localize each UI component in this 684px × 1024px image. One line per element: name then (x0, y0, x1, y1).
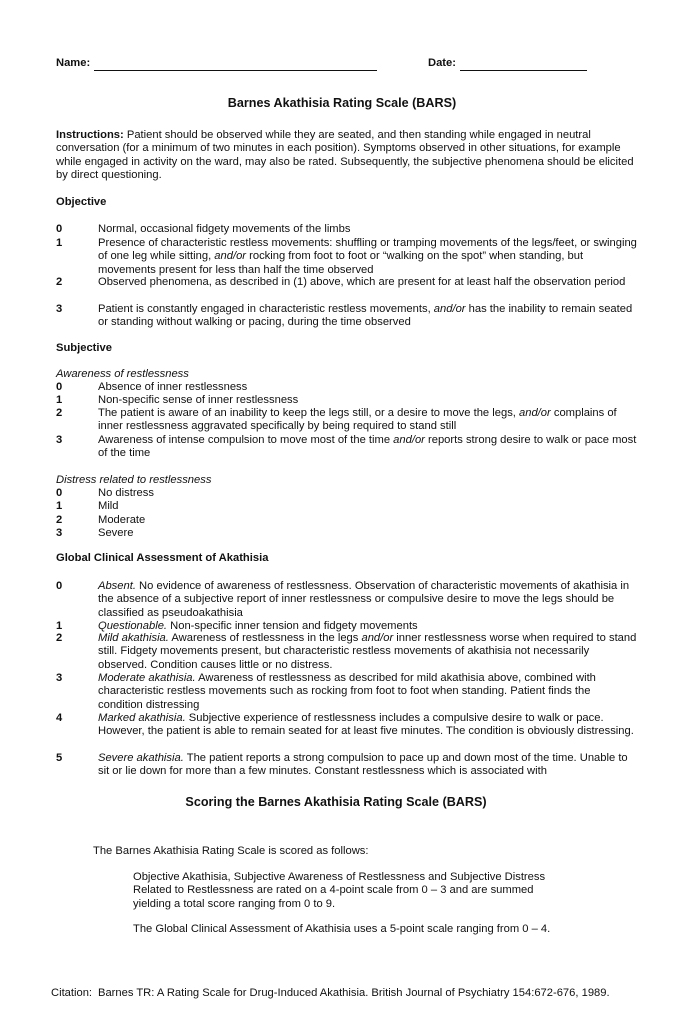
global-score: 5 (56, 752, 63, 764)
page-title: Barnes Akathisia Rating Scale (BARS) (227, 96, 457, 110)
scoring-intro: The Barnes Akathisia Rating Scale is scored as follows: (93, 845, 369, 857)
awareness-label: Awareness of restlessness (56, 368, 189, 380)
objective-text: Presence of characteristic restless movements: shuffling or tramping movements of the legs/feet, or swinging of one leg while sitting, and/or rocking from foot to foot or “walking on the spot” when standing, but movements present for less than half the time observed (98, 237, 637, 276)
global-score: 3 (56, 672, 63, 684)
global-item (56, 752, 636, 779)
awareness-score: 1 (56, 394, 63, 406)
global-text: Mild akathisia. Awareness of restlessness in the legs and/or inner restlessness worse when required to stand still. Fidgety movements present, but characteristic restless movements of akathisia not necessarily observed. Condition causes little or no distress. (98, 632, 637, 671)
global-text: Moderate akathisia. Awareness of restlessness as described for mild akathisia above, combined with characteristic restless movements such as rocking from foot to foot when standing. Patient finds the condition distressing (98, 672, 596, 711)
distress-text: Severe (98, 527, 134, 539)
objective-text: Observed phenomena, as described in (1) above, which are present for at least half the observation period (98, 276, 626, 288)
distress-text: Moderate (98, 514, 146, 526)
objective-heading: Objective (56, 196, 107, 208)
distress-label: Distress related to restlessness (56, 474, 212, 486)
date-label: Date: (428, 57, 456, 69)
global-text: Questionable. Non-specific inner tension and fidgety movements (98, 620, 418, 632)
awareness-score: 3 (56, 434, 63, 446)
distress-score: 2 (56, 514, 63, 526)
citation-label: Citation: (51, 987, 93, 999)
global-score: 0 (56, 580, 63, 592)
distress-text: Mild (98, 500, 119, 512)
distress-score: 0 (56, 487, 63, 499)
objective-score: 1 (56, 237, 63, 249)
citation-text: Barnes TR: A Rating Scale for Drug-Induced Akathisia. British Journal of Psychiatry 154:672-676, 1989. (98, 987, 610, 999)
global-heading: Global Clinical Assessment of Akathisia (56, 552, 269, 564)
objective-score: 3 (56, 303, 63, 315)
awareness-text: Non-specific sense of inner restlessness (98, 394, 299, 406)
awareness-text: The patient is aware of an inability to keep the legs still, or a desire to move the legs, and/or complains of inner restlessness aggravated specifically by being required to stand still (98, 407, 617, 433)
scoring-paragraph-1: Objective Akathisia, Subjective Awareness of Restlessness and Subjective Distress Related to Restlessness are rated on a 4-point scale from 0 – 3 and are summed yielding a total score ranging from 0 to 9. (133, 871, 546, 910)
distress-score: 1 (56, 500, 63, 512)
global-text: Severe akathisia. The patient reports a strong compulsion to pace up and down most of the time. Unable to sit or lie down for more than a few minutes. Constant restlessness which is associated with (98, 752, 628, 778)
global-score: 2 (56, 632, 63, 644)
scoring-title: Scoring the Barnes Akathisia Rating Scale (BARS) (185, 795, 487, 809)
global-text: Absent. No evidence of awareness of restlessness. Observation of characteristic movements of akathisia in the absence of a subjective report of inner restlessness or compulsive desire to move the legs should be classified as pseudoakathisia (98, 580, 630, 619)
name-label: Name: (56, 57, 91, 69)
name-field-line[interactable] (94, 58, 377, 71)
global-text: Marked akathisia. Subjective experience of restlessness includes a compulsive desire to walk or pace. However, the patient is able to remain seated for at least five minutes. The condition is obviously distressing. (98, 712, 634, 738)
objective-text: Normal, occasional fidgety movements of the limbs (98, 223, 351, 235)
distress-text: No distress (98, 487, 154, 499)
awareness-score: 0 (56, 381, 63, 393)
objective-score: 2 (56, 276, 63, 288)
subjective-heading: Subjective (56, 342, 112, 354)
scoring-paragraph-2: The Global Clinical Assessment of Akathisia uses a 5-point scale ranging from 0 – 4. (133, 923, 551, 935)
instructions-paragraph (56, 129, 638, 183)
date-field-line[interactable] (460, 58, 587, 71)
global-score: 4 (56, 712, 63, 724)
distress-score: 3 (56, 527, 63, 539)
awareness-text: Absence of inner restlessness (98, 381, 248, 393)
awareness-score: 2 (56, 407, 63, 419)
objective-text: Patient is constantly engaged in characteristic restless movements, and/or has the inability to remain seated or standing without walking or pacing, during the time observed (98, 303, 633, 329)
objective-score: 0 (56, 223, 63, 235)
global-score: 1 (56, 620, 63, 632)
instructions-text: Patient should be observed while they are seated, and then standing while engaged in neutral conversation (for a minimum of two minutes in each position). Symptoms observed in other situations, for example while engaged in activity on the ward, may also be rated. Subsequently, the subjective phenomena should be elicited by direct questioning. (56, 129, 634, 182)
instructions-label: Instructions: (56, 129, 124, 141)
awareness-text: Awareness of intense compulsion to move most of the time and/or reports strong desire to walk or pace most of the time (98, 434, 637, 460)
